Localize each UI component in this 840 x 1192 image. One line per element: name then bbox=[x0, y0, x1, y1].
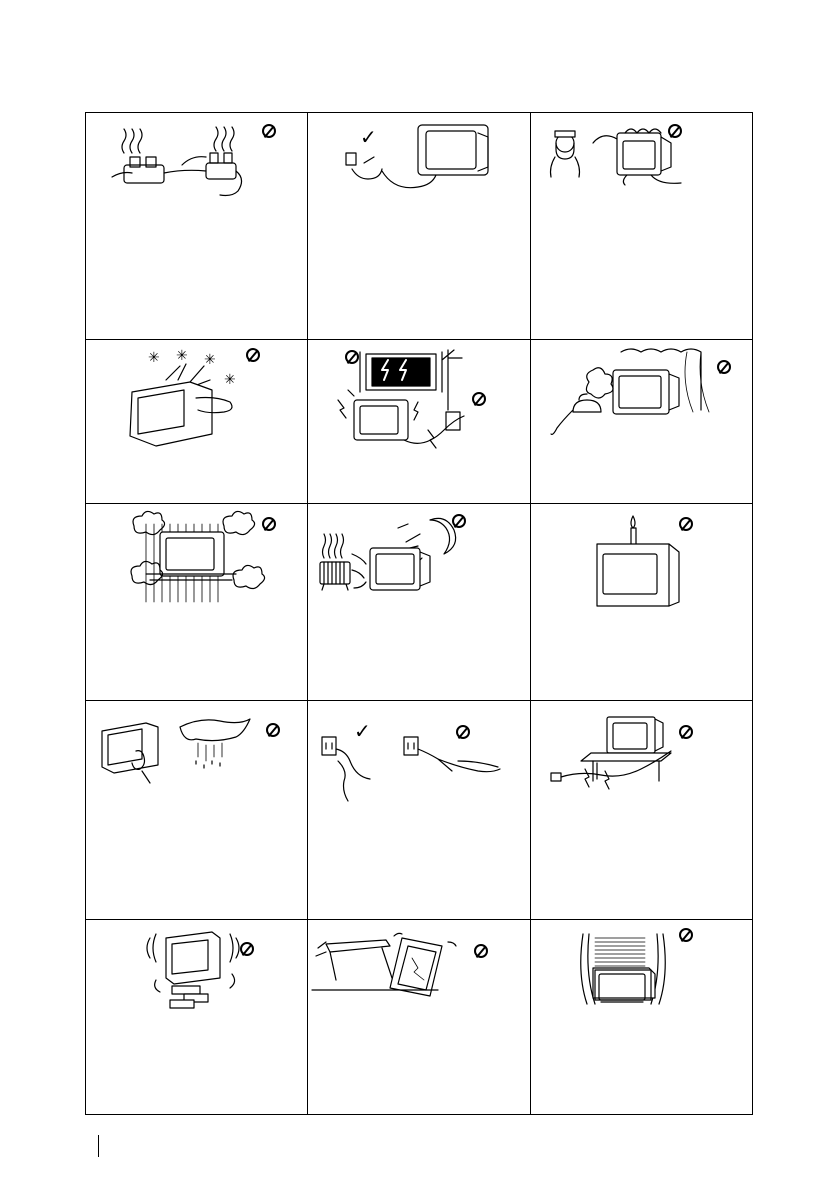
cell-foreign-objects bbox=[85, 339, 307, 503]
prohibited-icon bbox=[474, 944, 488, 958]
lightning-storm-illustration bbox=[308, 340, 531, 504]
heat-sunlight-illustration bbox=[308, 504, 531, 701]
prohibited-icon bbox=[456, 725, 470, 739]
cell-objects-on-top bbox=[530, 919, 753, 1115]
cell-blocked-ventilation bbox=[85, 503, 307, 700]
svg-text:✳: ✳ bbox=[224, 372, 236, 388]
objects-on-top-illustration bbox=[531, 920, 754, 1116]
prohibited-icon bbox=[452, 514, 466, 528]
cell-lightning-storm bbox=[307, 339, 530, 503]
cell-plug-in-properly bbox=[307, 112, 530, 339]
prohibited-icon bbox=[472, 392, 486, 406]
cell-heat-sunlight bbox=[307, 503, 530, 700]
prohibited-icon bbox=[679, 928, 693, 942]
checkmark-icon: ✓ bbox=[360, 125, 377, 149]
foreign-objects-illustration bbox=[86, 340, 308, 504]
prohibited-icon bbox=[266, 723, 280, 737]
prohibited-icon bbox=[679, 517, 693, 531]
cell-unstable-placement bbox=[85, 919, 307, 1115]
cell-unplug-by-plug bbox=[307, 700, 530, 919]
falling-tv-illustration bbox=[308, 920, 531, 1116]
cell-overloaded-outlet bbox=[85, 112, 307, 339]
prohibited-icon bbox=[246, 348, 260, 362]
cell-cord-under-furniture bbox=[530, 700, 753, 919]
cord-under-furniture-illustration bbox=[531, 701, 754, 920]
svg-text:✳: ✳ bbox=[148, 350, 160, 366]
blocked-ventilation-illustration bbox=[86, 504, 308, 701]
svg-text:✳: ✳ bbox=[176, 348, 188, 364]
cell-candle-on-top bbox=[530, 503, 753, 700]
svg-text:✳: ✳ bbox=[204, 352, 216, 368]
page-footer-rule bbox=[98, 1135, 99, 1157]
prohibited-icon bbox=[717, 360, 731, 374]
checkmark-icon: ✓ bbox=[354, 719, 371, 743]
plug-in-properly-illustration bbox=[308, 113, 531, 340]
prohibited-icon bbox=[679, 725, 693, 739]
do-not-open-cabinet-illustration bbox=[531, 113, 754, 340]
prohibited-icon bbox=[668, 124, 682, 138]
prohibited-icon bbox=[345, 350, 359, 364]
unstable-placement-illustration bbox=[86, 920, 308, 1116]
cell-moisture-steam bbox=[530, 339, 753, 503]
prohibited-icon bbox=[240, 942, 254, 956]
safety-illustration-grid bbox=[85, 112, 753, 1115]
cell-cleaning-wet-cloth bbox=[85, 700, 307, 919]
cell-do-not-open-cabinet bbox=[530, 112, 753, 339]
candle-on-top-illustration bbox=[531, 504, 754, 701]
overloaded-outlet-illustration bbox=[86, 113, 308, 340]
cell-falling-tv bbox=[307, 919, 530, 1115]
prohibited-icon bbox=[262, 517, 276, 531]
unplug-by-plug-illustration bbox=[308, 701, 531, 920]
prohibited-icon bbox=[262, 124, 276, 138]
